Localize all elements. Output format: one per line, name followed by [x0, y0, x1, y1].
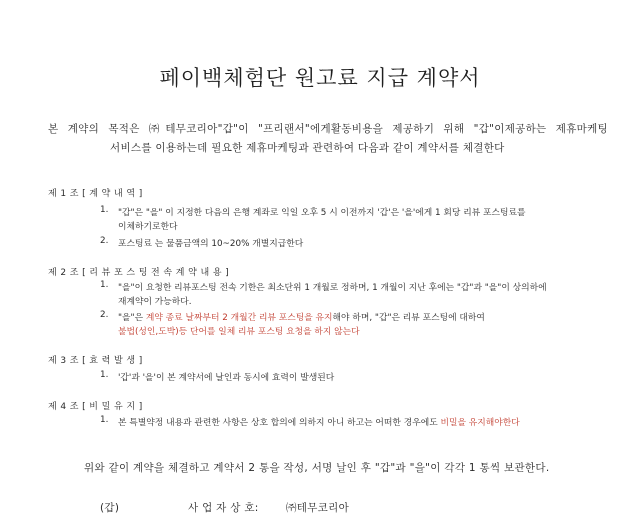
section-2-heading: 제 2 조 [ 리 뷰 포 스 팅 전 속 계 약 내 용 ] — [48, 268, 230, 278]
clause-text: 재계약이 가능하다. — [118, 297, 192, 307]
section-4-item-1-line-1 — [118, 415, 520, 428]
section-1-item-1-line-1 — [118, 205, 526, 218]
clause-text: "을"이 요청한 리뷰포스팅 전속 기한은 최소단위 1 개월로 정하며, 1 개월이 지난 후에는 "갑"과 "을"이 상의하에 — [118, 283, 547, 293]
item-number: 1. — [100, 205, 109, 215]
item-number: 2. — [100, 236, 109, 246]
item-number: 1. — [100, 280, 109, 290]
intro-line-2: 서비스를 이용하는데 필요한 제휴마케팅과 관련하여 다음과 같이 계약서를 체결한다 — [110, 142, 505, 154]
clause-text: "갑"은 "을" 이 지정한 다음의 은행 계좌로 익일 오후 5 시 이전까지 '갑'은 '을'에게 1 회당 리뷰 포스팅료를 — [118, 208, 526, 218]
section-3-heading: 제 3 조 [ 효 력 발 생 ] — [48, 356, 143, 366]
clause-text: 본 특별약정 내용과 관련한 사항은 상호 합의에 의하지 아니 하고는 어떠한 경우에도 — [118, 418, 441, 428]
section-2-item-2-line-1 — [118, 310, 485, 323]
clause-text: 이체하기로한다 — [118, 222, 178, 232]
closing-statement: 위와 같이 계약을 체결하고 계약서 2 통을 작성, 서명 날인 후 "갑"과 "을"이 각각 1 통씩 보관한다. — [84, 462, 550, 474]
item-number: 2. — [100, 310, 109, 320]
signature-company: ㈜테무코리아 — [286, 502, 350, 514]
clause-text-highlight: 불법(성인,도박)등 단어를 일체 리뷰 포스팅 요청을 하지 않는다 — [118, 327, 360, 337]
clause-text: '갑'과 '을'이 본 계약서에 날인과 동시에 효력이 발생된다 — [118, 373, 335, 383]
section-1-item-2-line-1 — [118, 236, 303, 249]
section-3-item-1-line-1 — [118, 370, 334, 383]
section-2-item-1-line-1 — [118, 280, 547, 293]
section-2-item-1-line-2 — [118, 294, 192, 307]
clause-text: 해야 하며, "갑"은 리뷰 포스팅에 대하여 — [332, 313, 485, 323]
signature-label: 사 업 자 상 호: — [188, 502, 259, 514]
page-title: 페이백체험단 원고료 지급 계약서 — [159, 66, 481, 90]
section-1-heading: 제 1 조 [ 계 약 내 역 ] — [48, 189, 143, 199]
item-number: 1. — [100, 415, 109, 425]
clause-text-highlight: 비밀을 유지해야한다 — [440, 418, 520, 428]
clause-text: "을"은 — [118, 313, 146, 323]
clause-text: 포스팅료 는 물품금액의 10~20% 개별지급한다 — [118, 239, 304, 249]
section-1-item-1-line-2 — [118, 219, 178, 232]
signature-party: (갑) — [100, 502, 120, 514]
clause-text-highlight: 계약 종료 날짜부터 2 개월간 리뷰 포스팅을 유지 — [145, 313, 333, 323]
section-4-heading: 제 4 조 [ 비 밀 유 지 ] — [48, 402, 143, 412]
item-number: 1. — [100, 370, 109, 380]
section-2-item-2-line-2 — [118, 324, 360, 337]
intro-line-1: 본 계약의 목적은 ㈜테무코리아"갑"이 "프리랜서"에게활동비용을 제공하기 위해 "갑"이제공하는 제휴마케팅 — [48, 123, 608, 135]
